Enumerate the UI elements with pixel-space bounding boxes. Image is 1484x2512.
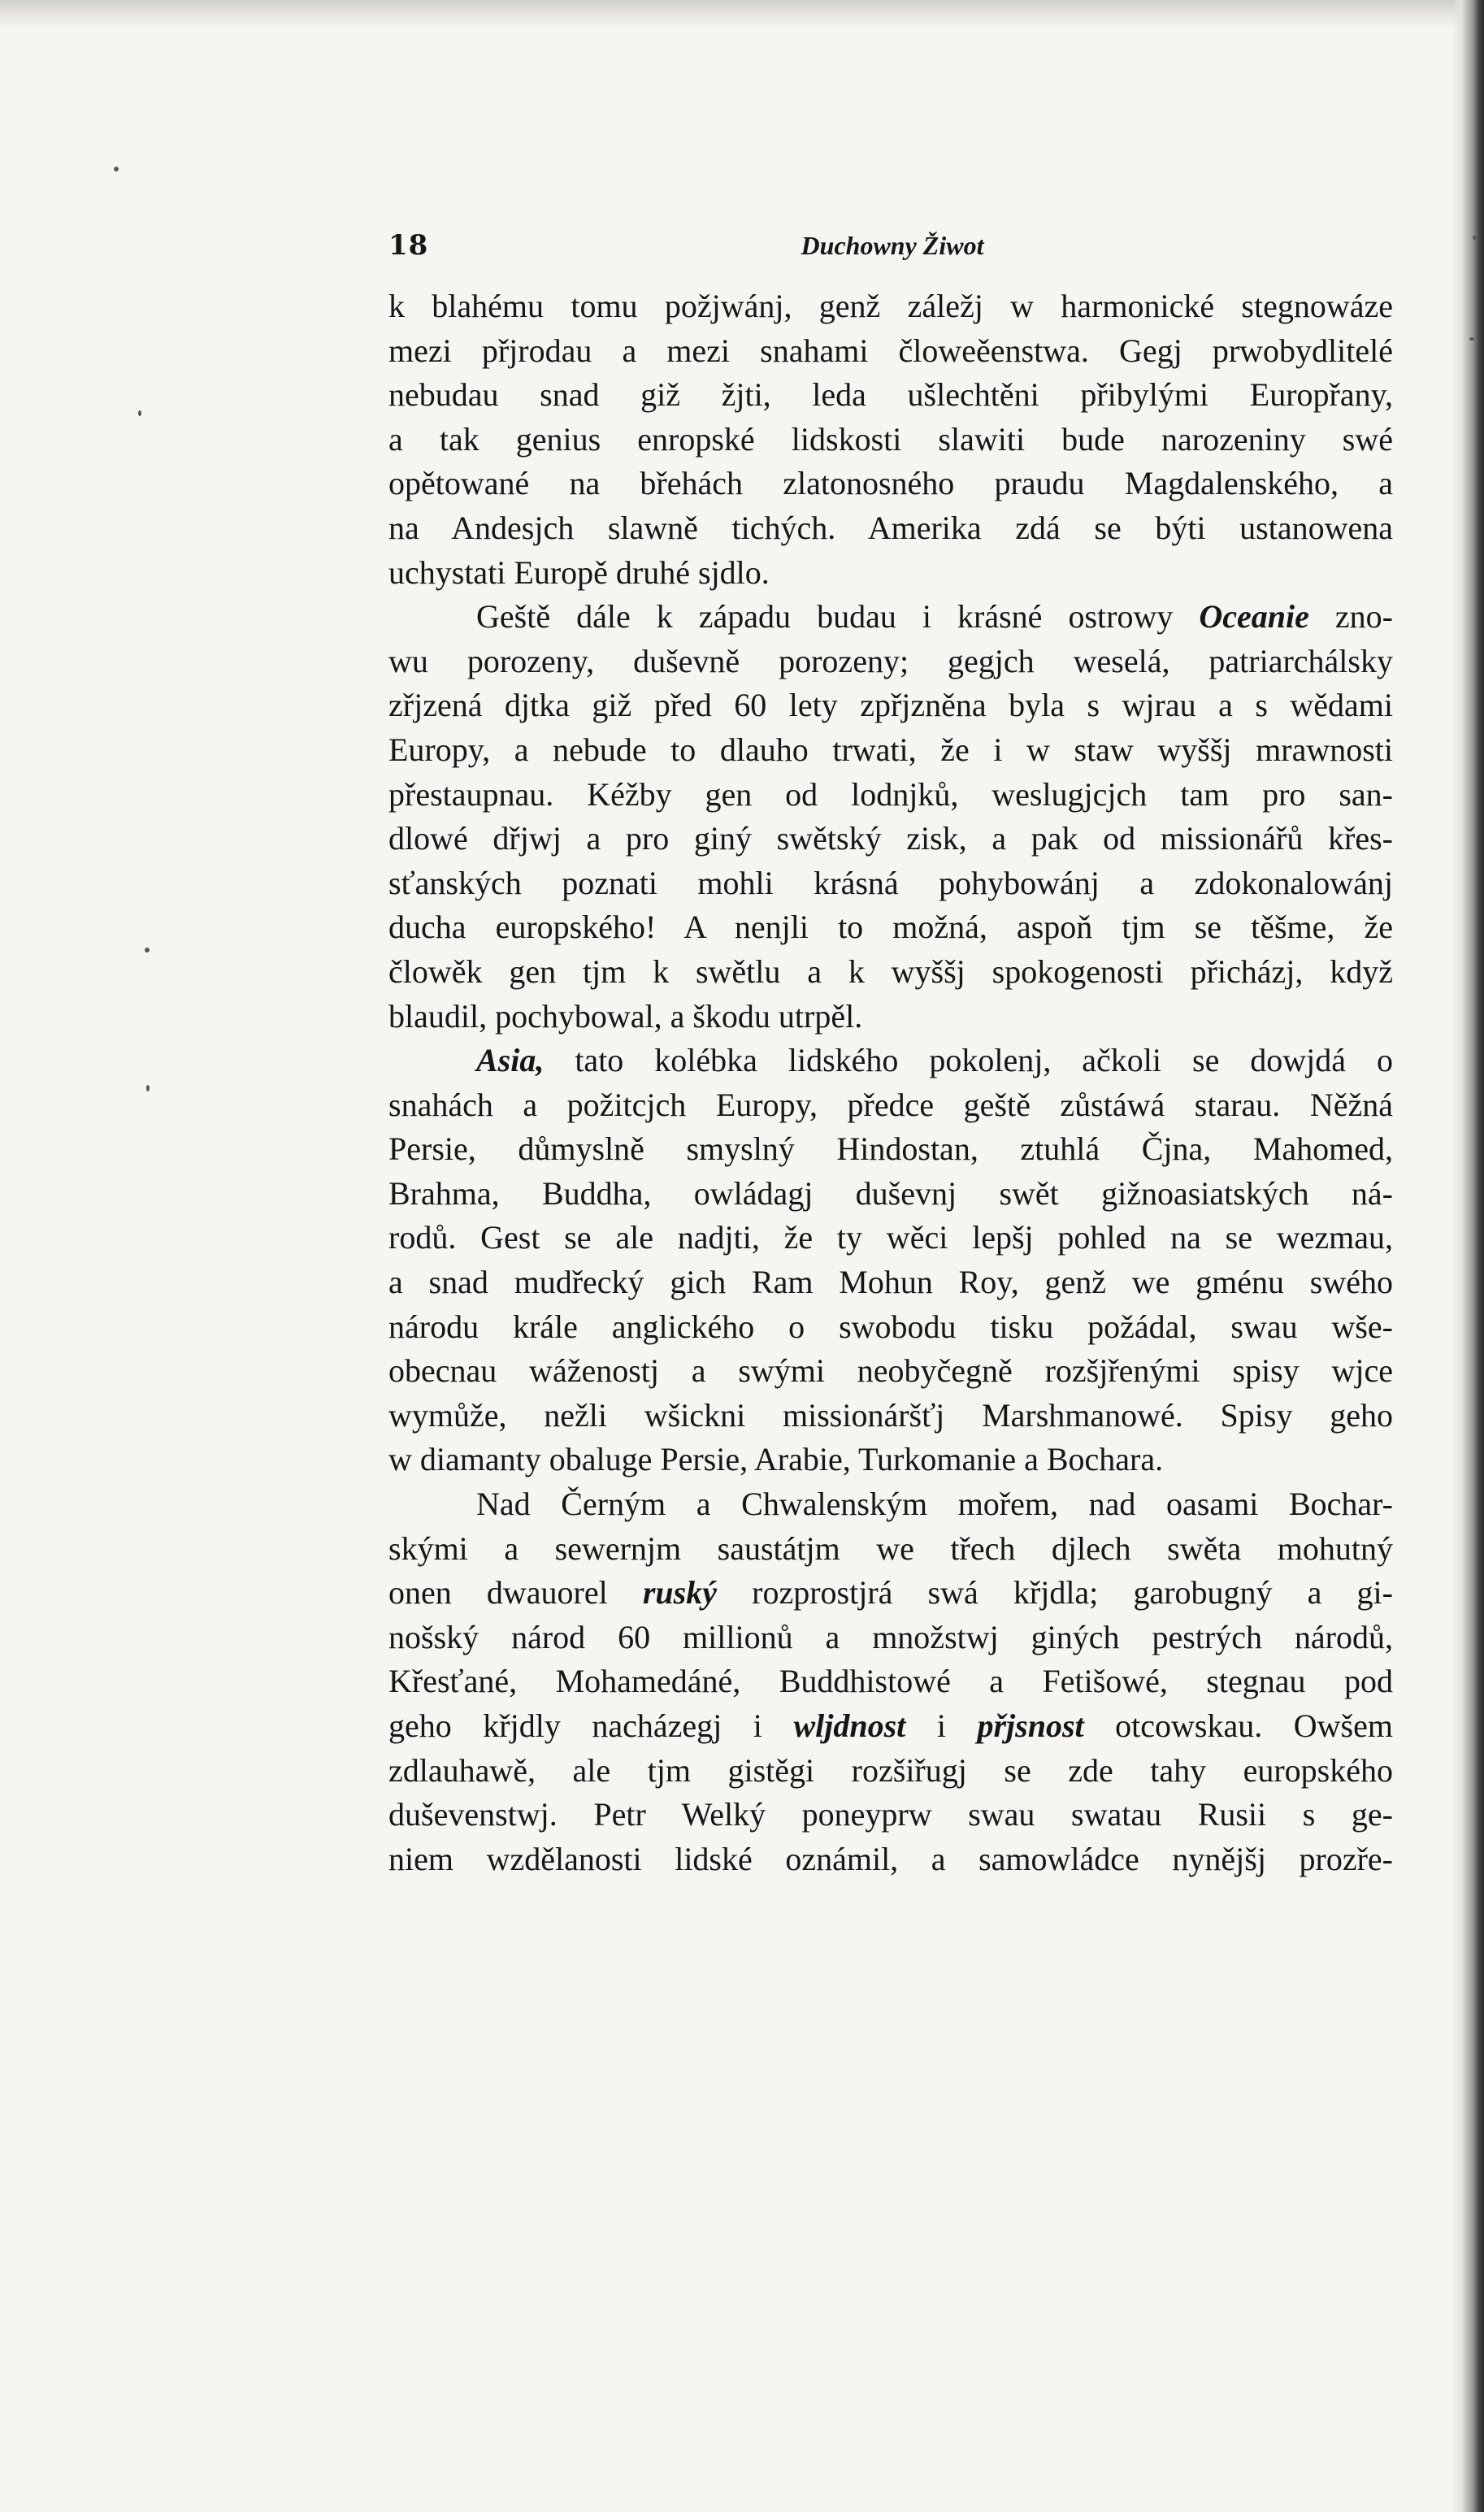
emphasis: wljdnost xyxy=(793,1707,906,1744)
print-speck xyxy=(146,1085,150,1091)
text-line: dlowé dřjwj a pro giný swětský zisk, a pak od missionářů křes- xyxy=(388,820,1393,857)
text-line: a snad mudřecký gich Ram Mohun Roy, genž we gménu swého xyxy=(388,1264,1393,1301)
page-number: 18 xyxy=(388,229,429,262)
body-text xyxy=(388,284,1393,1881)
print-speck xyxy=(1469,337,1474,341)
text-line: zdlauhawě, ale tjm gistěgi rozšiřugj se zde tahy europského xyxy=(388,1751,1393,1789)
text-line: wu porozeny, duševně porozeny; gegjch weselá, patriarchálsky xyxy=(388,642,1393,679)
text-line: nebudau snad giž žjti, leda ušlechtěni přibylými Europřany, xyxy=(388,376,1393,414)
book-page xyxy=(388,0,1393,2512)
print-speck xyxy=(145,948,150,952)
text-line: Brahma, Buddha, owládagj duševnj swět gižnoasiatských ná- xyxy=(388,1174,1393,1212)
emphasis: Asia, xyxy=(476,1042,545,1079)
emphasis: ruský xyxy=(642,1574,717,1612)
emphasis: přjsnost xyxy=(977,1707,1084,1744)
text-line: nošský národ 60 millionů a množstwj giných pestrých národů, xyxy=(388,1618,1393,1655)
emphasis: Oceanie xyxy=(1199,598,1309,636)
text-line: w diamanty obaluge Persie, Arabie, Turkomanie a Bochara. xyxy=(388,1441,1164,1478)
text-line: mezi přjrodau a mezi snahami čloweěenstwa. Gegj prwobydlitelé xyxy=(388,332,1393,369)
running-title: Duchowny Žiwot xyxy=(801,231,984,260)
print-speck xyxy=(114,167,119,171)
text-line: člowěk gen tjm k swětlu a k wyššj spokogenosti přicházj, když xyxy=(388,952,1393,990)
text-line: wymůže, nežli wšickni missionáršťj Marshmanowé. Spisy geho xyxy=(388,1396,1393,1434)
text-line: uchystati Europě druhé sjdlo. xyxy=(388,553,770,591)
scan-right-edge xyxy=(1451,0,1484,2512)
print-speck xyxy=(1473,236,1477,240)
text-line: opětowané na břehách zlatonosného praudu Magdalenského, a xyxy=(388,465,1393,502)
text-line: snahách a požitcjch Europy, předce geště zůstáwá starau. Něžná xyxy=(388,1086,1393,1123)
text-line: na Andesjch slawně tichých. Amerika zdá se býti ustanowena xyxy=(388,509,1393,546)
text-line: rodů. Gest se ale nadjti, že ty wěci lepšj pohled na se wezmau, xyxy=(388,1219,1393,1256)
text-line: onen dwauorel ruský rozprostjrá swá křjdla; garobugný a gi- xyxy=(388,1574,1393,1612)
text-line: ducha europského! A nenjli to možná, aspoň tjm se těšme, že xyxy=(388,909,1393,946)
text-line: niem wzdělanosti lidské oznámil, a samowládce nynějšj prozře- xyxy=(388,1840,1393,1877)
text-line: k blahému tomu požjwánj, genž záležj w harmonické stegnowáze xyxy=(388,288,1393,324)
text-line: národu krále anglického o swobodu tisku požádal, swau wše- xyxy=(388,1308,1393,1345)
text-line: Asia, tato kolébka lidského pokolenj, ačkoli se dowjdá o xyxy=(476,1042,1393,1079)
text-line: zřjzená djtka giž před 60 lety zpřjzněna byla s wjrau a s wědami xyxy=(388,687,1393,724)
text-line: Křesťané, Mohamedáné, Buddhistowé a Fetišowé, stegnau pod xyxy=(388,1663,1393,1700)
text-line: přestaupnau. Kéžby gen od lodnjků, weslugjcjch tam pro san- xyxy=(388,775,1393,813)
text-line: obecnau wáženostj a swými neobyčegně rozšjřenými spisy wjce xyxy=(388,1352,1393,1390)
print-speck xyxy=(138,410,141,416)
text-line: skými a sewernjm saustátjm we třech djlech swěta mohutný xyxy=(388,1529,1393,1567)
text-line: geho křjdly nacházegj i wljdnost i přjsnost otcowskau. Owšem xyxy=(388,1707,1393,1744)
text-line: Geště dále k západu budau i krásné ostrowy Oceanie zno- xyxy=(476,598,1393,636)
running-head xyxy=(388,229,1393,270)
text-line: duševenstwj. Petr Welký poneyprw swau swatau Rusii s ge- xyxy=(388,1796,1393,1833)
text-line: sťanských poznati mohli krásná pohybowánj a zdokonalowánj xyxy=(388,864,1393,901)
text-line: Persie, důmyslně smyslný Hindostan, ztuhlá Čjna, Mahomed, xyxy=(388,1130,1393,1168)
text-line: Europy, a nebude to dlauho trwati, že i w staw wyššj mrawnosti xyxy=(388,731,1393,768)
text-line: a tak genius enropské lidskosti slawiti bude narozeniny swé xyxy=(388,420,1393,458)
text-line: Nad Černým a Chwalenským mořem, nad oasami Bochar- xyxy=(476,1486,1393,1523)
text-line: blaudil, pochybowal, a škodu utrpěl. xyxy=(388,997,863,1035)
